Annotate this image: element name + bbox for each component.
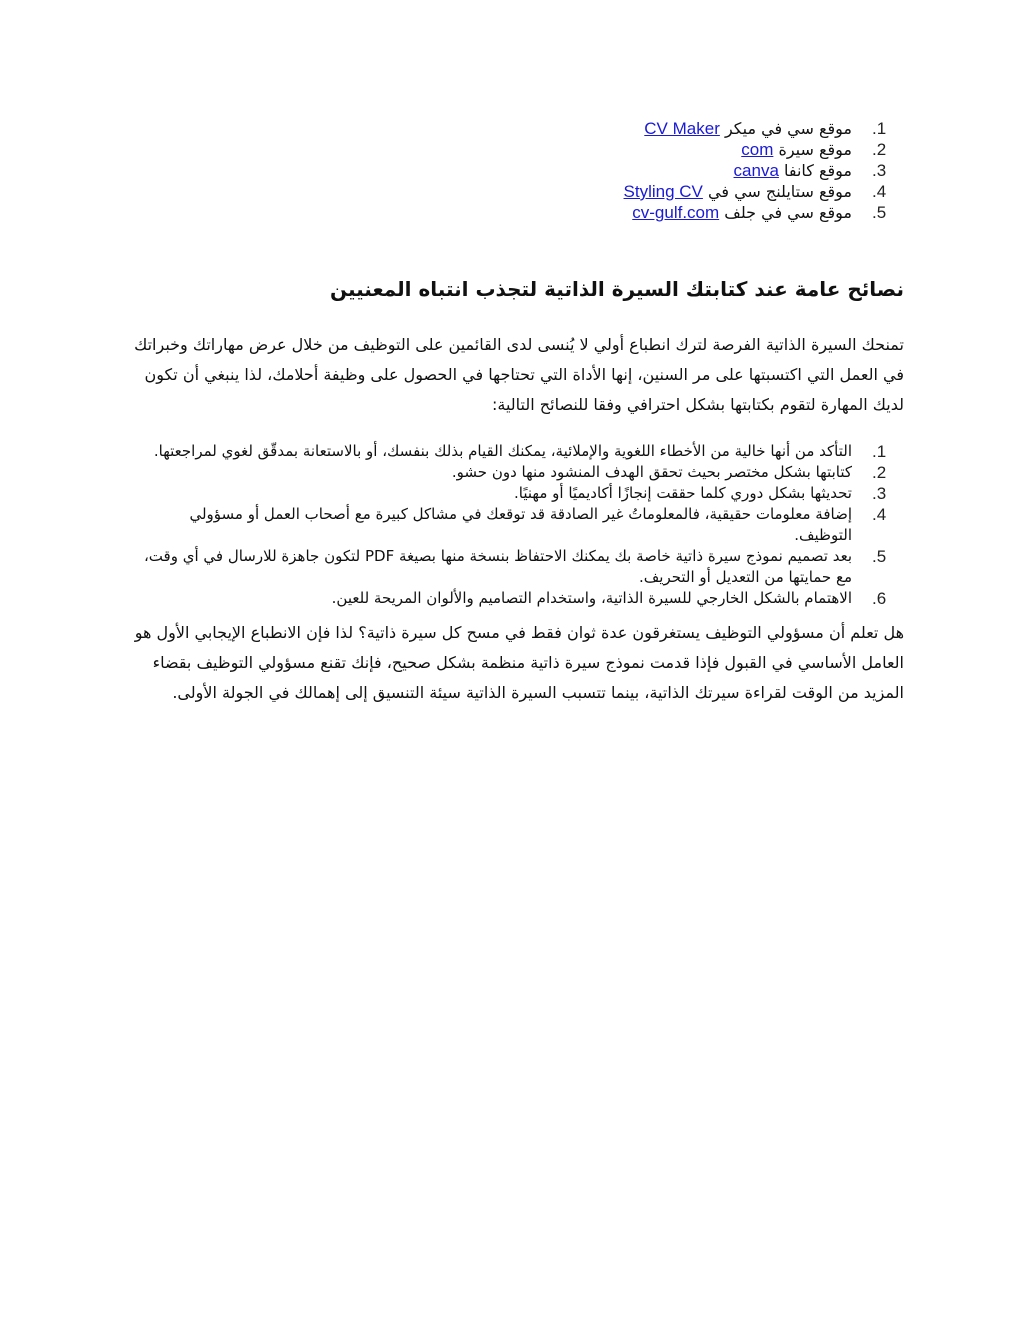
list-number: .1 [872,119,887,138]
list-item-text: تحديثها بشكل دوري كلما حققت إنجازًا أكاديميًا أو مهنيًا. [514,484,852,502]
list-number: .6 [872,589,887,608]
list-item-text: موقع سي في ميكر [724,119,852,138]
sites-list [384,118,904,223]
canva-link[interactable]: canva [733,161,779,180]
list-item [132,441,904,462]
list-item-text: الاهتمام بالشكل الخارجي للسيرة الذاتية، واستخدام التصاميم والألوان المريحة للعين. [331,589,852,607]
list-number: .2 [872,140,887,159]
intro-paragraph: تمنحك السيرة الذاتية الفرصة لترك انطباع أولي لا يُنسى لدى القائمين على التوظيف من خلال عرض مهاراتك وخبراتك في العمل التي اكتسبتها على مر السنين، إنها الأداة التي تحتاجها في الحصول على وظيفة أحلامك، لذا ينبغي أن تكون لديك المهارة لتقوم بكتابتها بشكل احترافي وفقا للنصائح التالية: [134,335,904,414]
cv-maker-link[interactable]: CV Maker [644,119,720,138]
list-item-text: بعد تصميم نموذج سيرة ذاتية خاصة بك يمكنك الاحتفاظ بنسخة منها بصيغة PDF لتكون جاهزة للارسال في أي وقت، مع حمايتها من التعديل أو التحريف. [143,547,852,586]
list-item-text: موقع سي في جلف [724,203,852,222]
list-item [384,202,904,223]
sira-com-link[interactable]: com [741,140,774,159]
list-item [132,483,904,504]
section-heading: نصائح عامة عند كتابتك السيرة الذاتية لتجذب انتباه المعنيين [329,277,904,301]
list-number: .5 [872,547,887,566]
tips-list [132,441,904,609]
list-item [384,181,904,202]
list-item-text: التأكد من أنها خالية من الأخطاء اللغوية والإملائية، يمكنك القيام بذلك بنفسك، أو بالاستعانة بمدقّق لغوي لمراجعتها. [153,442,852,460]
list-item [132,546,904,588]
list-item-text: موقع ستايلنج سي في [708,182,852,201]
list-item [384,118,904,139]
list-number: .5 [872,203,887,222]
list-item [132,504,904,546]
list-item-text: موقع كانفا [784,161,852,180]
list-item [384,139,904,160]
list-item [132,462,904,483]
styling-cv-link[interactable]: Styling CV [623,182,703,201]
list-number: .3 [872,161,887,180]
list-number: .4 [872,505,887,524]
list-number: .1 [872,442,887,461]
list-item-text: موقع سيرة [778,140,852,159]
closing-paragraph: هل تعلم أن مسؤولي التوظيف يستغرقون عدة ثوان فقط في مسح كل سيرة ذاتية؟ لذا فإن الانطباع الإيجابي الأول هو العامل الأساسي في القبول فإذا قدمت نموذج سيرة ذاتية منظمة بشكل صحيح، فإنك تقنع مسؤولي التوظيف بقضاء المزيد من الوقت لقراءة سيرتك الذاتية، بينما تتسبب السيرة الذاتية سيئة التنسيق إلى إهمالك في الجولة الأولى. [134,623,904,702]
list-number: .3 [872,484,887,503]
list-item [384,160,904,181]
list-item-text: كتابتها بشكل مختصر بحيث تحقق الهدف المنشود منها دون حشو. [451,463,852,481]
list-number: .2 [872,463,887,482]
list-item-text: إضافة معلومات حقيقية، فالمعلوماتُ غير الصادقة قد توقعك في مشاكل كبيرة مع أصحاب العمل أو مسؤولي التوظيف. [189,505,852,544]
cv-gulf-link[interactable]: cv-gulf.com [632,203,720,222]
list-item [132,588,904,609]
list-number: .4 [872,182,887,201]
